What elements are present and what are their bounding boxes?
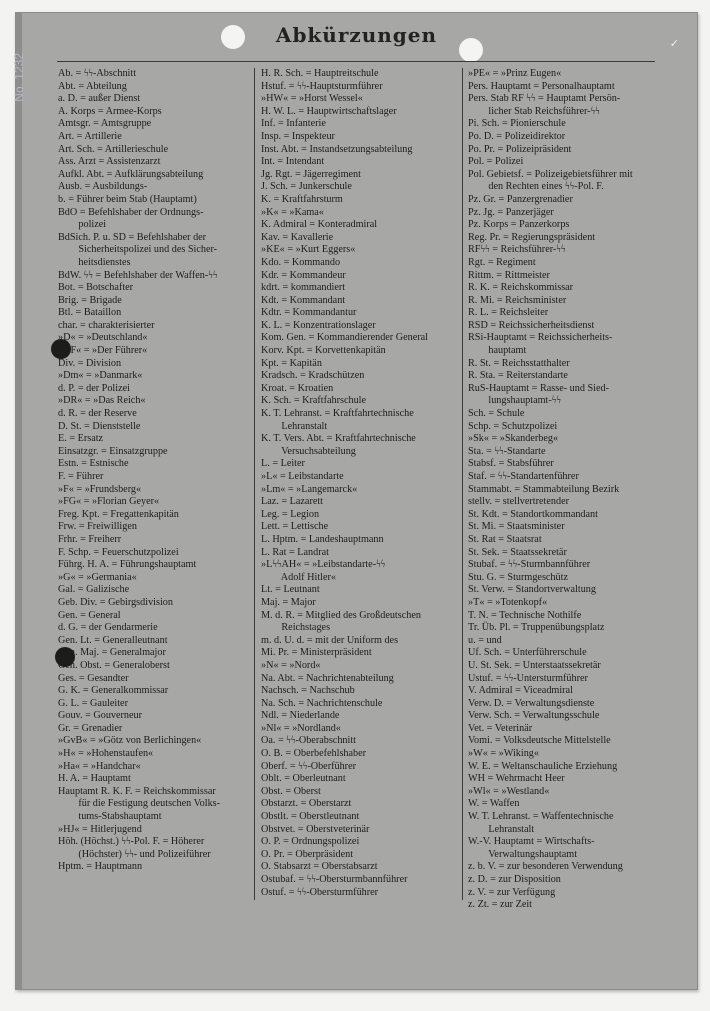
abbreviation-entry: St. Verw. = Standortverwaltung — [468, 584, 596, 596]
abbreviation-entry: für die Festigung deutschen Volks- — [58, 798, 221, 810]
abbrev-column-3 — [468, 68, 668, 968]
abbreviation-entry: BdSich. P. u. SD = Befehlshaber der — [58, 231, 207, 243]
abbreviation-entry: RuS-Hauptamt = Rasse- und Sied- — [468, 382, 609, 394]
abbreviation-entry: »T« = »Totenkopf« — [468, 596, 548, 608]
abbreviation-entry: lungshauptamt-ϟϟ — [468, 395, 561, 407]
abbreviation-entry: O. P. = Ordnungspolizei — [261, 836, 360, 848]
abbreviation-entry: Ausb. = Ausbildungs- — [58, 181, 148, 193]
abbreviation-entry: Ostuf. = ϟϟ-Obersturmführer — [261, 886, 379, 898]
page-title: Abkürzungen — [275, 23, 438, 47]
abbreviation-entry: W. = Waffen — [468, 798, 520, 810]
abbreviation-entry: tums-Stabshauptamt — [58, 811, 162, 823]
abbreviation-entry: Laz. = Lazarett — [261, 496, 324, 508]
abbreviation-entry: Ostubaf. = ϟϟ-Obersturmbannführer — [261, 874, 408, 885]
abbreviation-entry: L. = Leiter — [261, 458, 305, 470]
abbreviation-entry: »FG« = »Florian Geyer« — [58, 496, 160, 508]
abbreviation-entry: D. St. = Dienststelle — [58, 420, 141, 432]
abbreviation-entry: G. K. = Generalkommissar — [58, 685, 169, 697]
abbreviation-entry: M. d. R. = Mitglied des Großdeutschen — [261, 609, 421, 621]
abbreviation-entry: Verw. Sch. = Verwaltungsschule — [468, 710, 600, 722]
abbreviation-entry: Po. Pr. = Polizeipräsident — [468, 143, 572, 155]
abbreviation-entry: H. W. L. = Hauptwirtschaftslager — [261, 105, 397, 117]
abbreviation-entry: kdrt. = kommandiert — [261, 282, 346, 294]
abbreviation-entry: d. P. = der Polizei — [58, 382, 130, 394]
abbreviation-entry: Pol. Gebietsf. = Polizeigebietsführer mit — [468, 168, 633, 180]
abbreviation-entry: Oberf. = ϟϟ-Oberführer — [261, 760, 356, 772]
abbreviation-entry: V. Admiral = Viceadmiral — [468, 685, 573, 697]
abbreviation-entry: Stabsf. = Stabsführer — [468, 458, 554, 470]
abbreviation-entry: RSD = Reichssicherheitsdienst — [468, 319, 595, 331]
abbreviation-entry: Pol. = Polizei — [468, 156, 524, 168]
abbreviation-entry: Jg. Rgt. = Jägerregiment — [261, 168, 361, 180]
abbreviation-entry: Kom. Gen. = Kommandierender General — [261, 332, 428, 344]
abbreviation-entry: Kradsch. = Kradschützen — [261, 370, 365, 382]
abbreviation-entry: »LϟϟAH« = »Leibstandarte-ϟϟ — [261, 559, 386, 571]
abbreviation-entry: b. = Führer beim Stab (Hauptamt) — [58, 193, 197, 205]
abbreviation-entry: Rgt. = Regiment — [468, 256, 536, 268]
abbreviation-entry: Art. Sch. = Artillerieschule — [58, 143, 169, 155]
abbreviation-entry: »Dm« = »Danmark« — [58, 370, 143, 382]
abbreviation-entry: Lehranstalt — [468, 823, 535, 835]
abbreviation-entry: Stammabt. = Stammabteilung Bezirk — [468, 483, 620, 495]
abbreviation-entry: Lett. = Lettische — [261, 521, 329, 533]
abbreviation-entry: Hptm. = Hauptmann — [58, 861, 143, 873]
abbreviation-entry: Höh. (Höchst.) ϟϟ-Pol. F. = Höherer — [58, 836, 205, 848]
abbreviation-entry: z. b. V. = zur besonderen Verwendung — [468, 861, 623, 873]
abbreviation-entry: Lt. = Leutnant — [261, 584, 320, 596]
abbreviation-entry: Gouv. = Gouverneur — [58, 710, 143, 722]
abbreviation-entry: St. Kdt. = Standortkommandant — [468, 508, 598, 520]
abbreviation-entry: K. T. Lehranst. = Kraftfahrtechnische — [261, 408, 414, 420]
abbreviation-entry: Oa. = ϟϟ-Oberabschnitt — [261, 735, 356, 747]
abbreviation-entry: U. St. Sek. = Unterstaatssekretär — [468, 659, 601, 671]
abbreviation-entry: Stubaf. = ϟϟ-Sturmbannführer — [468, 559, 591, 571]
abbreviation-entry: »Sk« = »Skanderbeg« — [468, 433, 559, 445]
abbreviation-entry: Vomi. = Volksdeutsche Mittelstelle — [468, 735, 611, 747]
abbreviation-entry: Inst. Abt. = Instandsetzungsabteilung — [261, 143, 413, 155]
abbreviation-entry: R. K. = Reichskommissar — [468, 282, 574, 294]
abbreviation-entry: »Nl« = »Nordland« — [261, 722, 341, 734]
abbreviation-entry: R. St. = Reichsstatthalter — [468, 357, 570, 369]
abbreviation-entry: T. N. = Technische Nothilfe — [468, 609, 582, 621]
abbreviation-entry: z. Zt. = zur Zeit — [468, 899, 533, 911]
abbreviation-entry: RFϟϟ = Reichsführer-ϟϟ — [468, 244, 566, 256]
abbrev-column-2 — [261, 68, 461, 968]
abbreviation-entry: Oblt. = Oberleutnant — [261, 773, 346, 785]
abbreviation-entry: Schp. = Schutzpolizei — [468, 420, 558, 432]
column-divider-1 — [254, 68, 255, 900]
abbreviation-entry: Führg. H. A. = Führungshauptamt — [58, 559, 197, 571]
abbreviation-entry: Versuchsabteilung — [261, 445, 356, 457]
abbreviation-entry: Mi. Pr. = Ministerpräsident — [261, 647, 372, 659]
abbreviation-entry: Einsatzgr. = Einsatzgruppe — [58, 445, 168, 457]
abbreviation-entry: »F« = »Frundsberg« — [58, 483, 142, 495]
abbreviation-entry: R. Sta. = Reiterstandarte — [468, 370, 568, 382]
abbreviation-entry: Inf. = Infanterie — [261, 118, 326, 130]
abbreviation-entry: K. Admiral = Konteradmiral — [261, 219, 378, 231]
abbreviation-entry: Kav. = Kavallerie — [261, 231, 334, 243]
abbreviation-entry: u. = und — [468, 634, 502, 646]
abbreviation-entry: z. V. = zur Verfügung — [468, 886, 556, 898]
abbreviation-entry: Na. Abt. = Nachrichtenabteilung — [261, 672, 394, 684]
abbreviation-entry: H. A. = Hauptamt — [58, 773, 131, 785]
abbreviation-entry: Rittm. = Rittmeister — [468, 269, 550, 281]
abbreviation-entry: d. R. = der Reserve — [58, 408, 137, 420]
abbreviation-entry: W. E. = Weltanschauliche Erziehung — [468, 760, 618, 772]
abbreviation-entry: K. = Kraftfahrsturm — [261, 193, 343, 205]
abbreviation-entry: W. T. Lehranst. = Waffentechnische — [468, 811, 614, 823]
abbreviation-entry: F. Schp. = Feuerschutzpolizei — [58, 546, 179, 558]
abbreviation-entry: St. Rat = Staatsrat — [468, 533, 542, 545]
abbreviation-entry: L. Hptm. = Landeshauptmann — [261, 533, 384, 545]
abbreviation-entry: Frhr. = Freiherr — [58, 533, 122, 545]
abbreviation-entry: Sicherheitspolizei und des Sicher- — [58, 244, 218, 256]
pencil-mark: ✓ — [669, 37, 679, 50]
abbreviation-entry: z. D. = zur Disposition — [468, 874, 561, 885]
abbreviation-entry: »Lm« = »Langemarck« — [261, 483, 358, 495]
abbreviation-entry: St. Sek. = Staatssekretär — [468, 546, 567, 558]
abbreviation-entry: Maj. = Major — [261, 596, 316, 608]
abbreviation-entry: Gal. = Galizische — [58, 584, 130, 596]
abbreviation-entry: Stu. G. = Sturmgeschütz — [468, 571, 568, 583]
abbreviation-entry: Div. = Division — [58, 357, 122, 369]
abbreviation-entry: Gen. Maj. = Generalmajor — [58, 647, 166, 659]
abbreviation-entry: Gen. Lt. = Generalleutnant — [58, 634, 168, 646]
abbreviation-entry: Ab. = ϟϟ-Abschnitt — [58, 68, 137, 79]
abbreviation-entry: »H« = »Hohenstaufen« — [58, 748, 154, 760]
abbreviation-entry: Frw. = Freiwilligen — [58, 521, 137, 533]
abbreviation-entry: Kdtr. = Kommandantur — [261, 307, 357, 319]
abbreviation-entry: »D« = »Deutschland« — [58, 332, 148, 344]
abbreviation-entry: E. = Ersatz — [58, 433, 104, 445]
abbreviation-entry: Verw. D. = Verwaltungsdienste — [468, 697, 595, 709]
abbreviation-entry: BdO = Befehlshaber der Ordnungs- — [58, 206, 204, 218]
abbreviation-entry: O. Stabsarzt = Oberstabsarzt — [261, 861, 378, 873]
abbreviation-entry: Obstarzt. = Oberstarzt — [261, 798, 352, 810]
abbreviation-entry: »PE« = »Prinz Eugen« — [468, 68, 562, 79]
abbreviation-entry: Ges. = Gesandter — [58, 672, 129, 684]
abbreviation-entry: Na. Sch. = Nachrichtenschule — [261, 697, 383, 709]
abbreviation-entry: »KE« = »Kurt Eggers« — [261, 244, 356, 256]
title-rule — [57, 61, 655, 62]
abbreviation-entry: »K« = »Kama« — [261, 206, 324, 218]
abbreviation-entry: Aufkl. Abt. = Aufklärungsabteilung — [58, 168, 204, 180]
abbreviation-entry: Lehranstalt — [261, 420, 328, 432]
abbreviation-entry: Hstuf. = ϟϟ-Hauptsturmführer — [261, 80, 383, 92]
left-edge-strip — [16, 13, 22, 989]
abbreviation-entry: Pz. Gr. = Panzergrenadier — [468, 193, 573, 205]
abbreviation-entry: Freg. Kpt. = Fregattenkapitän — [58, 508, 179, 520]
abbreviation-entry: Obstlt. = Oberstleutnant — [261, 811, 360, 823]
abbreviation-entry: W.-V. Hauptamt = Wirtschafts- — [468, 836, 595, 848]
abbreviation-entry: polizei — [58, 219, 107, 231]
abbreviation-entry: a. D. = außer Dienst — [58, 93, 141, 105]
abbreviation-entry: »Wl« = »Westland« — [468, 785, 550, 797]
abbreviation-entry: Pz. Korps = Panzerkorps — [468, 219, 570, 231]
abbreviation-entry: K. T. Vers. Abt. = Kraftfahrtechnische — [261, 433, 416, 445]
abbreviation-entry: Abt. = Abteilung — [58, 80, 127, 92]
column-divider-2 — [462, 68, 463, 900]
abbreviation-entry: Korv. Kpt. = Korvettenkapitän — [261, 345, 386, 357]
abbreviation-entry: m. d. U. d. = mit der Uniform des — [261, 634, 399, 646]
abbreviation-entry: char. = charakterisierter — [58, 319, 155, 331]
abbreviation-entry: Leg. = Legion — [261, 508, 320, 520]
abbreviation-entry: Kpt. = Kapitän — [261, 357, 322, 369]
abbreviation-entry: A. Korps = Armee-Korps — [58, 105, 162, 117]
abbreviation-entry: Brig. = Brigade — [58, 294, 122, 306]
abbreviation-entry: »N« = »Nord« — [261, 659, 321, 671]
abbreviation-entry: Art. = Artillerie — [58, 130, 122, 142]
abbreviation-entry: Gen. = General — [58, 609, 121, 621]
abbreviation-entry: Estn. = Estnische — [58, 458, 129, 470]
abbreviation-entry: WH = Wehrmacht Heer — [468, 773, 565, 785]
abbreviation-entry: O. Pr. = Oberpräsident — [261, 848, 354, 860]
abbreviation-entry: St. Mi. = Staatsminister — [468, 521, 565, 533]
handwritten-note: No. 1232 — [12, 53, 26, 102]
abbreviation-entry: »G« = »Germania« — [58, 571, 137, 583]
abbreviation-entry: Po. D. = Polizeidirektor — [468, 130, 566, 142]
abbreviation-entry: den Rechten eines ϟϟ-Pol. F. — [468, 181, 604, 193]
abbreviation-entry: heitsdienstes — [58, 256, 131, 268]
abbreviation-entry: Vet. = Veterinär — [468, 722, 533, 734]
abbreviation-entry: Sch. = Schule — [468, 408, 525, 420]
abbreviation-entry: Int. = Intendant — [261, 156, 325, 168]
abbreviation-entry: RSi-Hauptamt = Reichssicherheits- — [468, 332, 613, 344]
abbreviation-entry: L. Rat = Landrat — [261, 546, 329, 558]
abbreviation-entry: Obstvet. = Oberstveterinär — [261, 823, 370, 835]
document-sheet — [12, 12, 698, 990]
abbreviation-entry: Hauptamt R. K. F. = Reichskommissar — [58, 785, 216, 797]
abbreviation-entry: Insp. = Inspekteur — [261, 130, 335, 142]
abbreviation-entry: Pz. Jg. = Panzerjäger — [468, 206, 554, 218]
abbreviation-entry: R. Mi. = Reichsminister — [468, 294, 567, 306]
abbreviation-entry: Adolf Hitler« — [261, 571, 336, 583]
abbreviation-entry: (Höchster) ϟϟ- und Polizeiführer — [58, 848, 211, 860]
abbreviation-entry: BdW. ϟϟ = Befehlshaber der Waffen-ϟϟ — [58, 269, 218, 281]
abbreviation-entry: »DR« = »Das Reich« — [58, 395, 146, 407]
abbreviation-entry: Pers. Hauptamt = Personalhauptamt — [468, 80, 615, 92]
abbreviation-entry: d. G. = der Gendarmerie — [58, 622, 158, 634]
abbreviation-entry: Ass. Arzt = Assistenzarzt — [58, 156, 161, 168]
abbreviation-entry: K. Sch. = Kraftfahrschule — [261, 395, 367, 407]
abbreviation-entry: O. B. = Oberbefehlshaber — [261, 748, 367, 760]
abbreviation-entry: Btl. = Bataillon — [58, 307, 122, 319]
abbreviation-entry: Staf. = ϟϟ-Standartenführer — [468, 471, 579, 482]
abbreviation-entry: Gr. = Grenadier — [58, 722, 123, 734]
abbreviation-entry: G. L. = Gauleiter — [58, 697, 128, 709]
abbreviation-entry: »HJ« = Hitlerjugend — [58, 823, 142, 835]
abbreviation-entry: Pi. Sch. = Pionierschule — [468, 118, 566, 130]
abbreviation-entry: Ndl. = Niederlande — [261, 710, 340, 722]
abbreviation-entry: Ustuf. = ϟϟ-Untersturmführer — [468, 672, 588, 684]
abbreviation-entry: H. R. Sch. = Hauptreitschule — [261, 68, 379, 79]
abbreviation-entry: Verwaltungshauptamt — [468, 848, 578, 860]
abbreviation-entry: J. Sch. = Junkerschule — [261, 181, 352, 193]
abbreviation-entry: Obst. = Oberst — [261, 785, 321, 797]
abbreviation-entry: Bot. = Botschafter — [58, 282, 134, 294]
abbreviation-entry: »HW« = »Horst Wessel« — [261, 93, 363, 105]
abbreviation-entry: »DF« = »Der Führer« — [58, 345, 148, 357]
abbreviation-entry: stellv. = stellvertretender — [468, 496, 569, 508]
abbreviation-entry: hauptamt — [468, 345, 527, 357]
abbreviation-entry: Amtsgr. = Amtsgruppe — [58, 118, 152, 130]
abbreviation-entry: Uf. Sch. = Unterführerschule — [468, 647, 587, 659]
abbreviation-entry: K. L. = Konzentrationslager — [261, 319, 376, 331]
abbreviation-entry: Tr. Üb. Pl. = Truppenübungsplatz — [468, 622, 605, 634]
abbreviation-entry: »L« = Leibstandarte — [261, 471, 344, 482]
abbrev-column-1 — [58, 68, 258, 968]
abbreviation-entry: Sta. = ϟϟ-Standarte — [468, 445, 546, 457]
abbreviation-entry: R. L. = Reichsleiter — [468, 307, 549, 319]
abbreviation-entry: »W« = »Wiking« — [468, 748, 539, 760]
abbreviation-entry: Kdr. = Kommandeur — [261, 269, 346, 281]
abbreviation-entry: F. = Führer — [58, 471, 104, 482]
abbreviation-entry: Pers. Stab RF ϟϟ = Hauptamt Persön- — [468, 93, 621, 105]
abbreviation-entry: Reichstages — [261, 622, 331, 634]
abbreviation-entry: Kdo. = Kommando — [261, 256, 341, 268]
abbreviation-entry: Kdt. = Kommandant — [261, 294, 346, 306]
abbreviation-entry: Gen. Obst. = Generaloberst — [58, 659, 170, 671]
abbreviation-entry: »GvB« = »Götz von Berlichingen« — [58, 735, 202, 747]
abbreviation-entry: licher Stab Reichsführer-ϟϟ — [468, 105, 600, 117]
abbreviation-entry: Reg. Pr. = Regierungspräsident — [468, 231, 596, 243]
abbreviation-entry: Geb. Div. = Gebirgsdivision — [58, 596, 173, 608]
abbreviation-entry: Kroat. = Kroatien — [261, 382, 334, 394]
abbreviation-entry: Nachsch. = Nachschub — [261, 685, 355, 697]
abbreviation-entry: »Ha« = »Handchar« — [58, 760, 141, 772]
